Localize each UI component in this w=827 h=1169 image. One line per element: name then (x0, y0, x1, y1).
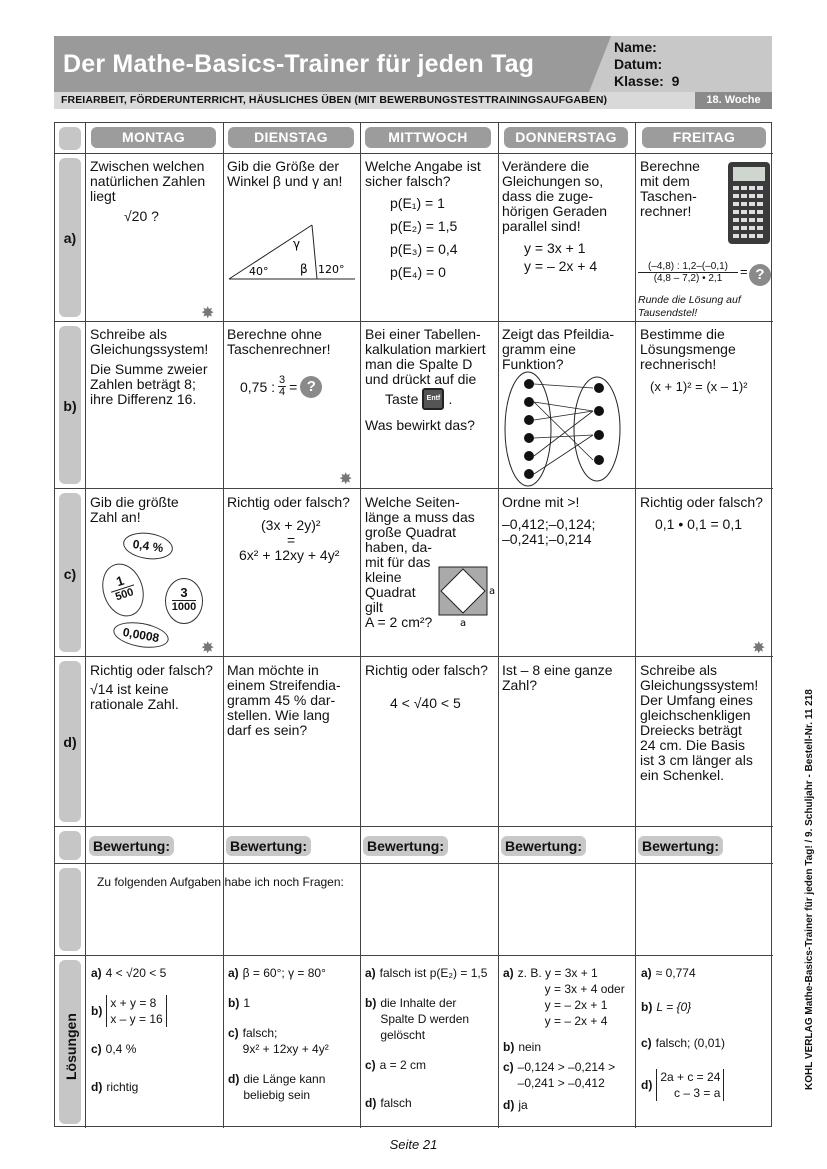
task-a-wednesday: Welche Angabe ist sicher falsch? p(E₁) = 1 p(E₂) = 1,5 p(E₃) = 0,4 p(E₄) = 0 (365, 158, 481, 280)
task-a-monday: Zwischen welchen natürlichen Zahlen liegt √20 ? (90, 158, 206, 224)
star-icon: ✸ (339, 471, 353, 488)
task-d-monday: Richtig oder falsch? √14 ist keine rationale Zahl. (90, 662, 213, 712)
solutions-wednesday: a) falsch ist p(E₂) = 1,5 b) die Inhalte der Spalte D werden gelöscht c) a = 2 cm d) falsch (365, 966, 488, 1110)
task-c-wednesday: Welche Seiten- länge a muss das große Quadrat haben, da- mit für das kleine Quadrat gilt A = 2 cm²? (365, 494, 475, 630)
task-c-monday: Gib die größte Zahl an! (90, 494, 179, 525)
page-header (54, 36, 772, 109)
number-oval-percent: 0,4 % (121, 530, 174, 563)
task-a-friday: Berechne mit dem Taschen- rechner! (640, 158, 700, 219)
solutions-label-wrap (59, 960, 81, 1124)
star-icon: ✸ (201, 305, 215, 322)
task-b-friday: Bestimme die Lösungsmenge rechnerisch! (x + 1)² = (x – 1)² (640, 326, 748, 394)
solutions-label: Lösungen (63, 1013, 79, 1080)
beta-label: β (300, 262, 308, 276)
row-label-c: c) (63, 566, 77, 582)
task-d-thursday: Ist – 8 eine ganze Zahl? (502, 662, 613, 693)
row-label-d: d) (63, 734, 77, 750)
task-c-friday: Richtig oder falsch? 0,1 • 0,1 = 0,1 (640, 494, 763, 532)
task-b-monday: Schreibe als Gleichungssystem! Die Summe zweier Zahlen beträgt 8; ihre Differenz 16. (90, 326, 209, 407)
solutions-tuesday: a) β = 60°; γ = 80° b) 1 c) falsch; 9x² + 12xy + 4y² d) die Länge kann beliebig sein (228, 966, 329, 1102)
delete-key-icon: Entf (422, 388, 444, 410)
publisher-info: KOHL VERLAG Mathe-Basics-Trainer für jeden Tag! / 9. Schuljahr - Bestell-Nr. 11 218 (804, 689, 815, 1090)
week-badge: 18. Woche (695, 92, 772, 109)
rating-label-thursday: Bewertung: (501, 836, 586, 856)
day-header-thursday: DONNERSTAG (504, 127, 628, 148)
questions-prompt: Zu folgenden Aufgaben habe ich noch Fragen: (97, 875, 344, 889)
date-label: Datum: (614, 56, 663, 72)
publisher-sidebar (790, 670, 815, 1090)
worksheet-grid (54, 122, 772, 1127)
task-b-wednesday-question: Was bewirkt das? (365, 417, 475, 433)
task-d-friday: Schreibe als Gleichungssystem! Der Umfang eines gleichschenkligen Dreiecks beträgt 24 cm. Die Basis ist 3 cm länger als ein Schenkel. (640, 662, 759, 783)
rating-label-friday: Bewertung: (638, 836, 723, 856)
solutions-thursday: a) z. B. y = 3x + 1 y = 3x + 4 oder y = – 2x + 1 y = – 2x + 4 b) nein c) –0,124 > –0,214 > –0,241 > –0,412 d) ja (503, 966, 625, 1112)
task-b-wednesday: Bei einer Tabellen- kalkulation markiert man die Spalte D und drückt auf die (365, 326, 486, 387)
solutions-friday: a) ≈ 0,774 b) L = {0} c) falsch; (0,01) d) 2a + c = 24 c – 3 = a (641, 966, 726, 1100)
key-row: Taste Entf . (385, 388, 452, 410)
number-oval-decimal: 0,0008 (111, 618, 170, 651)
side-label: a (489, 586, 496, 597)
row-label-a: a) (63, 230, 77, 246)
class-label: Klasse: 9 (614, 73, 680, 89)
task-b-tuesday: Berechne ohne Taschenrechner! (227, 326, 331, 357)
angle-40-label: 40° (249, 265, 269, 278)
task-d-tuesday: Man möchte in einem Streifendia- gramm 45 % dar- stellen. Wie lang darf es sein? (227, 662, 341, 738)
angle-120-label: 120° (318, 263, 345, 276)
rating-label-wednesday: Bewertung: (363, 836, 448, 856)
task-a-thursday: Verändere die Gleichungen so, dass die zuge- hörigen Geraden parallel sind! y = 3x + 1 y = – 2x + 4 (502, 158, 608, 274)
triangle-figure (227, 221, 357, 283)
star-icon: ✸ (752, 640, 766, 657)
question-icon: ? (749, 264, 771, 286)
fraction-calc: 0,75 : $\frac{3}{4}$ = ? (240, 375, 322, 398)
gamma-label: γ (293, 237, 301, 251)
star-icon: ✸ (201, 640, 215, 657)
task-b-thursday: Zeigt das Pfeildia- gramm eine Funktion? (502, 326, 615, 372)
day-header-tuesday: DIENSTAG (228, 127, 354, 148)
arrow-diagram (498, 371, 638, 489)
equals-sign: = (740, 264, 748, 279)
day-header-monday: MONTAG (91, 127, 216, 148)
name-label: Name: (614, 39, 657, 55)
number-oval-fraction-3-1000: 3 1000 (165, 578, 203, 624)
calculator-icon (727, 161, 771, 245)
fraction-expression: (–4,8) : 1,2–(–0,1) (4,8 – 7,2) • 2,1 (638, 261, 773, 284)
rounding-note: Runde die Lösung auf Tausendstel! (638, 294, 741, 319)
page-number: Seite 21 (389, 1137, 438, 1152)
rating-label-monday: Bewertung: (89, 836, 174, 856)
row-label-b: b) (63, 398, 77, 414)
corner-tab (59, 127, 81, 150)
task-a-tuesday: Gib die Größe der Winkel β und γ an! (227, 158, 343, 189)
square-figure (438, 566, 498, 628)
page-subtitle: FREIARBEIT, FÖRDERUNTERRICHT, HÄUSLICHES ÜBEN (MIT BEWERBUNGSTESTTRAININGSAUFGABEN) (61, 94, 608, 106)
task-d-wednesday: Richtig oder falsch? 4 < √40 < 5 (365, 662, 488, 711)
page-title: Der Mathe-Basics-Trainer für jeden Tag (63, 50, 535, 78)
question-icon: ? (300, 376, 322, 398)
number-oval-fraction-1-500: 1 500 (96, 558, 151, 622)
rating-label-tuesday: Bewertung: (226, 836, 311, 856)
questions-row-tab (59, 868, 81, 951)
rating-row-tab (59, 831, 81, 860)
task-c-thursday: Ordne mit >! –0,412;–0,124; –0,241;–0,214 (502, 494, 596, 547)
solutions-monday: a) 4 < √20 < 5 b) x + y = 8 x – y = 16 c) 0,4 % d) richtig (91, 966, 167, 1094)
side-label: a (460, 618, 467, 628)
day-header-wednesday: MITTWOCH (365, 127, 491, 148)
day-header-friday: FREITAG (642, 127, 766, 148)
task-c-tuesday: Richtig oder falsch? (3x + 2y)² = 6x² + 12xy + 4y² (227, 494, 350, 563)
